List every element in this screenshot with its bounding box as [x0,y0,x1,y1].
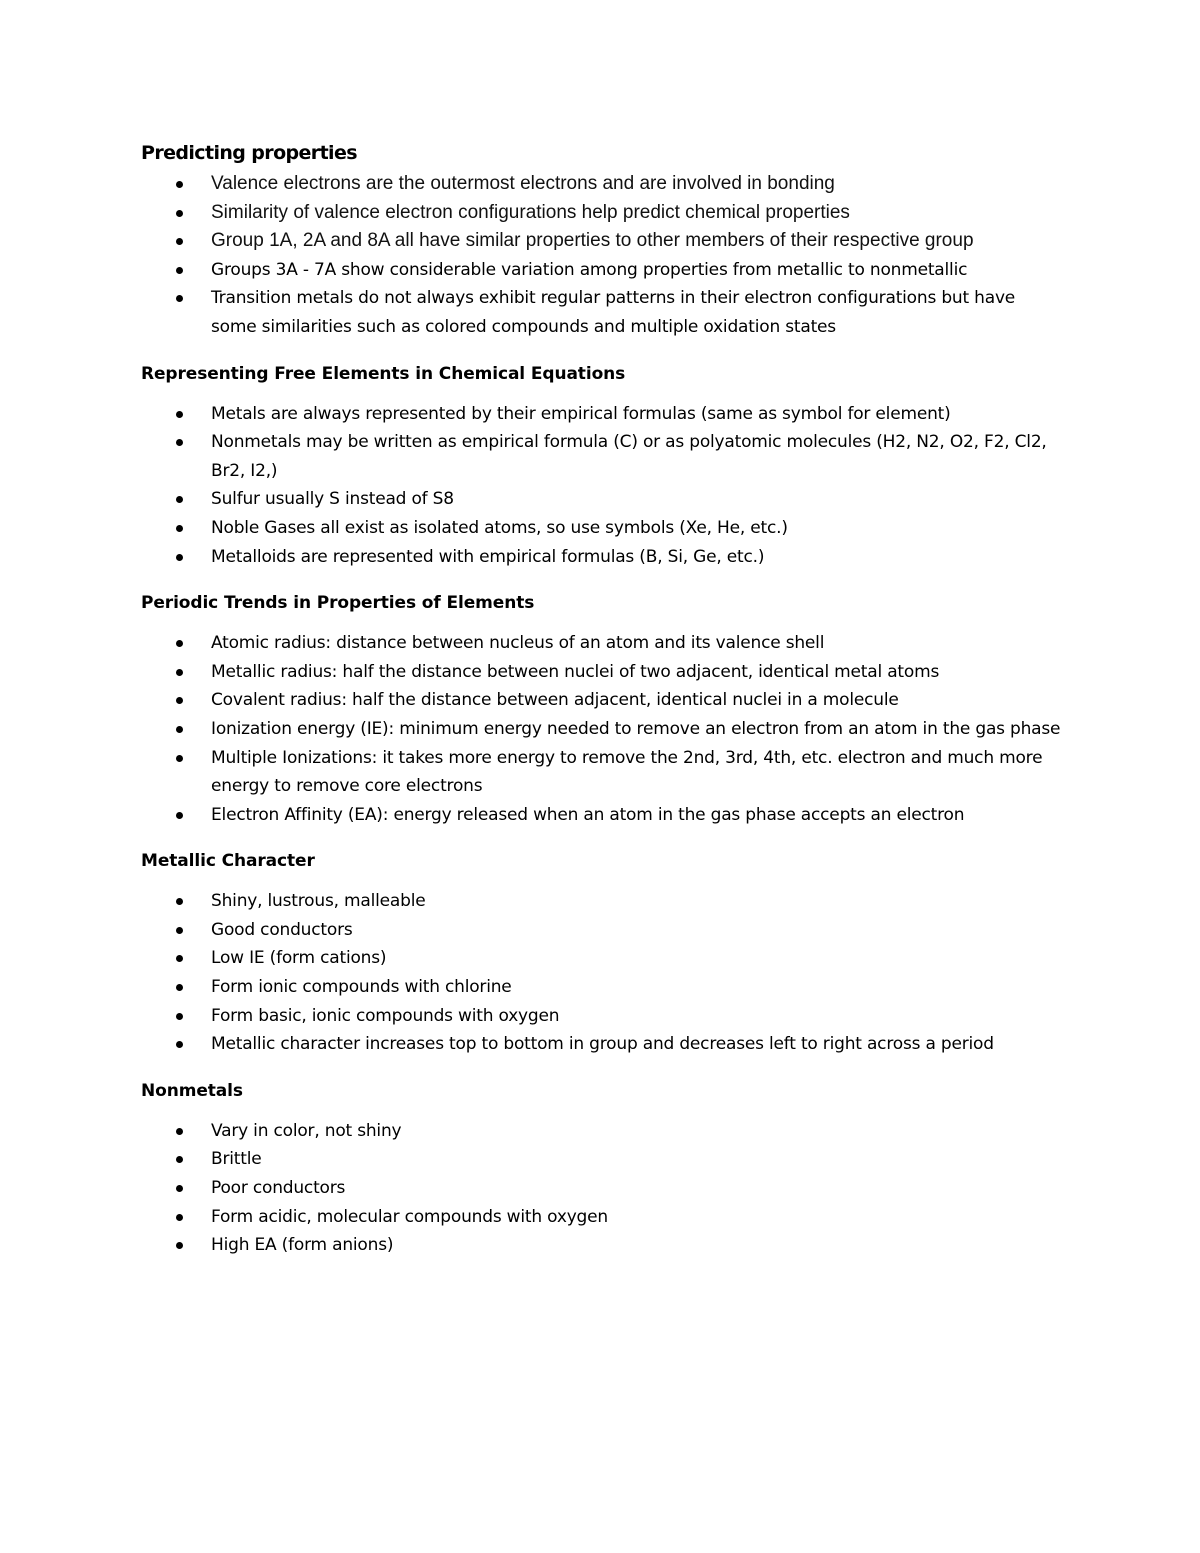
list-item [141,199,1061,228]
document-content [141,140,1061,1279]
list-item-text: Atomic radius: distance between nucleus of an atom and its valence shell [211,633,825,654]
list-item [141,1203,1061,1232]
bullet-icon [176,812,183,819]
list-item [141,256,1061,285]
list-item-text: Valence electrons are the outermost electrons and are involved in bonding [211,173,835,194]
section-metallic-character [141,848,1061,1059]
list-item-text: Covalent radius: half the distance between adjacent, identical nuclei in a molecule [211,690,899,711]
list-item [141,887,1061,916]
bullet-icon [176,267,183,274]
list-item [141,400,1061,429]
list-item [141,1145,1061,1174]
list-item-text: Low IE (form cations) [211,948,387,969]
list-item-text: Metals are always represented by their empirical formulas (same as symbol for element) [211,403,951,424]
list-item [141,227,1061,256]
list-item [141,944,1061,973]
list-item-text: Group 1A, 2A and 8A all have similar properties to other members of their respective group [211,230,974,252]
list-item [141,428,1061,485]
list-item-text: Transition metals do not always exhibit regular patterns in their electron configurations but have some similarities such as colored compounds and multiple oxidation states [211,288,1016,337]
bullet-list [141,170,1061,342]
list-item-text: Groups 3A - 7A show considerable variation among properties from metallic to nonmetallic [211,259,968,280]
list-item-text: High EA (form anions) [211,1235,394,1256]
bullet-list [141,887,1061,1059]
list-item-text: Poor conductors [211,1178,346,1199]
list-item [141,973,1061,1002]
bullet-list [141,400,1061,572]
list-item-text: Metallic character increases top to bottom in group and decreases left to right across a period [211,1034,994,1055]
bullet-icon [176,640,183,647]
list-item [141,170,1061,199]
bullet-icon [176,525,183,532]
bullet-icon [176,210,183,217]
list-item-text: Form basic, ionic compounds with oxygen [211,1005,560,1026]
bullet-icon [176,755,183,762]
list-item [141,1002,1061,1031]
list-item [141,485,1061,514]
list-item-text: Form acidic, molecular compounds with oxygen [211,1206,608,1227]
list-item [141,801,1061,830]
bullet-icon [176,697,183,704]
section-heading: Periodic Trends in Properties of Elements [141,593,535,614]
list-item-text: Nonmetals may be written as empirical formula (C) or as polyatomic molecules (H2, N2, O2, F2, Cl2, Br2, I2,) [211,432,1047,481]
section-predicting-properties [141,140,1061,342]
bullet-icon [176,295,183,302]
bullet-icon [176,496,183,503]
list-item [141,514,1061,543]
bullet-icon [176,1156,183,1163]
list-item-text: Metallic radius: half the distance between nuclei of two adjacent, identical metal atoms [211,661,940,682]
list-item [141,686,1061,715]
bullet-list [141,629,1061,829]
list-item [141,658,1061,687]
list-item [141,629,1061,658]
list-item-text: Sulfur usually S instead of S8 [211,489,454,510]
section-periodic-trends [141,590,1061,829]
list-item [141,916,1061,945]
list-item-text: Ionization energy (IE): minimum energy needed to remove an electron from an atom in the gas phase [211,718,1061,739]
list-item-text: Form ionic compounds with chlorine [211,977,512,998]
list-item [141,1231,1061,1260]
list-item [141,1174,1061,1203]
bullet-icon [176,669,183,676]
list-item [141,715,1061,744]
bullet-icon [176,726,183,733]
list-item [141,744,1061,801]
bullet-icon [176,1128,183,1135]
bullet-icon [176,984,183,991]
list-item-text: Electron Affinity (EA): energy released when an atom in the gas phase accepts an electron [211,804,965,825]
bullet-icon [176,955,183,962]
list-item-text: Multiple Ionizations: it takes more energy to remove the 2nd, 3rd, 4th, etc. electron and much more energy to remove core electrons [211,747,1043,797]
section-heading: Predicting properties [141,142,357,164]
list-item-text: Shiny, lustrous, malleable [211,891,426,912]
bullet-icon [176,1242,183,1249]
bullet-icon [176,439,183,446]
bullet-icon [176,898,183,905]
list-item-text: Noble Gases all exist as isolated atoms, so use symbols (Xe, He, etc.) [211,517,788,538]
list-item [141,284,1061,341]
list-item [141,1030,1061,1059]
list-item-text: Vary in color, not shiny [211,1120,402,1141]
list-item [141,543,1061,572]
section-heading: Nonmetals [141,1080,243,1101]
bullet-icon [176,411,183,418]
bullet-icon [176,181,183,188]
section-representing-free-elements [141,361,1061,572]
bullet-icon [176,1041,183,1048]
bullet-icon [176,238,183,245]
section-nonmetals [141,1078,1061,1260]
section-heading: Representing Free Elements in Chemical Equations [141,363,626,384]
section-heading: Metallic Character [141,851,315,872]
list-item-text: Metalloids are represented with empirical formulas (B, Si, Ge, etc.) [211,546,765,567]
list-item [141,1117,1061,1146]
bullet-icon [176,1013,183,1020]
bullet-list [141,1117,1061,1260]
list-item-text: Good conductors [211,919,353,940]
list-item-text: Brittle [211,1149,262,1170]
bullet-icon [176,1185,183,1192]
list-item-text: Similarity of valence electron configurations help predict chemical properties [211,201,850,223]
bullet-icon [176,927,183,934]
bullet-icon [176,554,183,561]
bullet-icon [176,1214,183,1221]
